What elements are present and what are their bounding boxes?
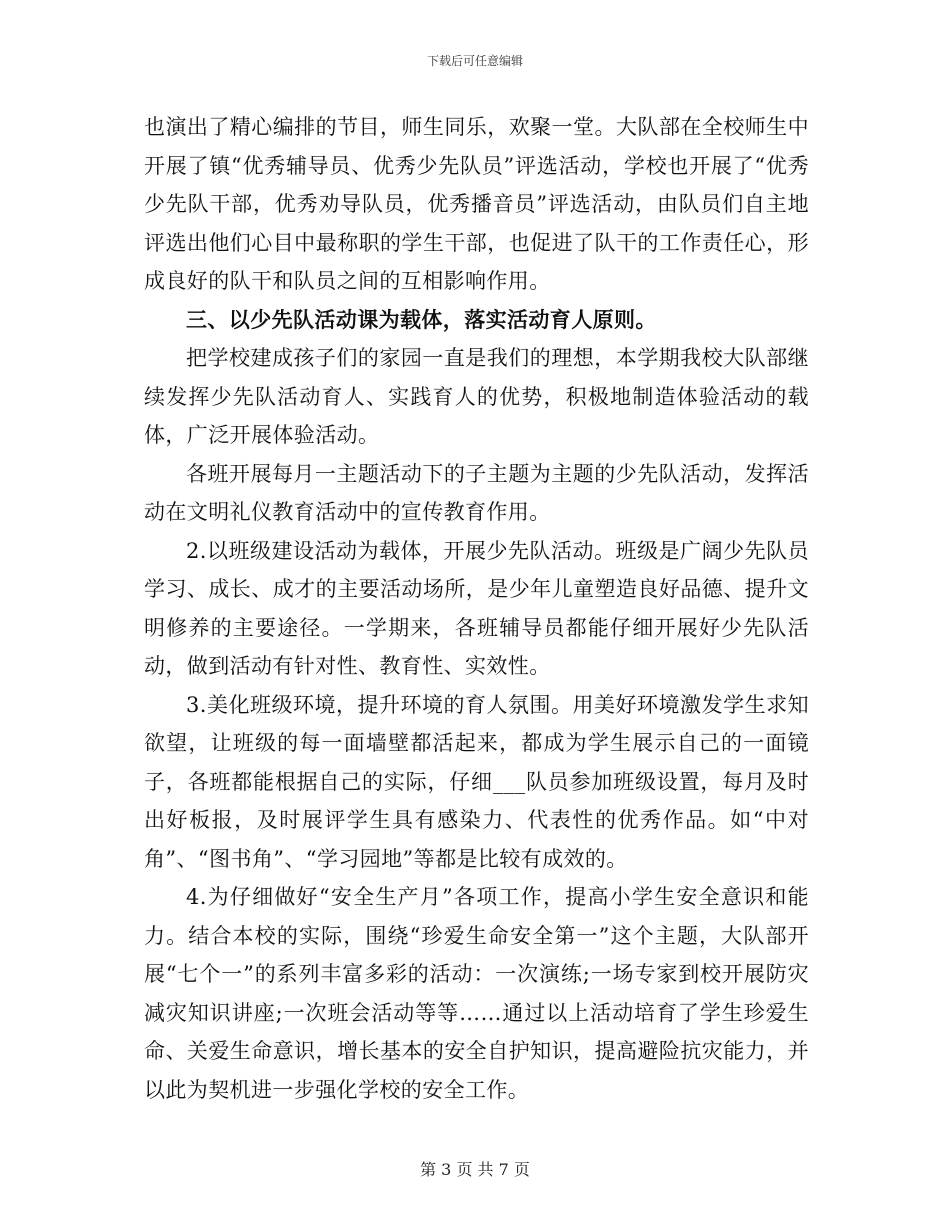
document-body — [144, 108, 809, 1109]
paragraph-item-2: 2.以班级建设活动为载体，开展少先队活动。班级是广阔少先队员学习、成长、成才的主要活动场所，是少年儿童塑造良好品德、提升文明修养的主要途径。一学期来，各班辅导员都能仔细开展好少先队活动，做到活动有针对性、教育性、实效性。 — [144, 538, 809, 678]
paragraph: 把学校建成孩子们的家园一直是我们的理想，本学期我校大队部继续发挥少先队活动育人、实践育人的优势，积极地制造体验活动的载体，广泛开展体验活动。 — [144, 346, 809, 447]
paragraph: 各班开展每月一主题活动下的子主题为主题的少先队活动，发挥活动在文明礼仪教育活动中的宣传教育作用。 — [144, 461, 809, 524]
page-header: 下载后可任意编辑 — [426, 54, 523, 68]
page-number: 第 3 页 共 7 页 — [420, 1160, 530, 1179]
paragraph-item-3: 3.美化班级环境，提升环境的育人氛围。用美好环境激发学生求知欲望，让班级的每一面墙壁都活起来，都成为学生展示自己的一面镜子，各班都能根据自己的实际，仔细___队员参加班级设置，每月及时出好板报，及时展评学生具有感染力、代表性的优秀作品。如“中对角”、“图书角”、“学习园地”等都是比较有成效的。 — [144, 692, 809, 871]
section-heading: 三、以少先队活动课为载体，落实活动育人原则。 — [186, 307, 657, 332]
paragraph-item-4: 4.为仔细做好“安全生产月”各项工作，提高小学生安全意识和能力。结合本校的实际，围绕“珍爱生命安全第一”这个主题，大队部开展“七个一”的系列丰富多彩的活动：一次演练;一场专家到校开展防灾减灾知识讲座;一次班会活动等等……通过以上活动培育了学生珍爱生命、关爱生命意识，增长基本的安全自护知识，提高避险抗灾能力，并以此为契机进一步强化学校的安全工作。 — [144, 885, 809, 1102]
paragraph-continued: 也演出了精心编排的节目，师生同乐，欢聚一堂。大队部在全校师生中开展了镇“优秀辅导员、优秀少先队员”评选活动，学校也开展了“优秀少先队干部，优秀劝导队员，优秀播音员”评选活动，由队员们自主地评选出他们心目中最称职的学生干部，也促进了队干的工作责任心，形成良好的队干和队员之间的互相影响作用。 — [144, 115, 809, 293]
